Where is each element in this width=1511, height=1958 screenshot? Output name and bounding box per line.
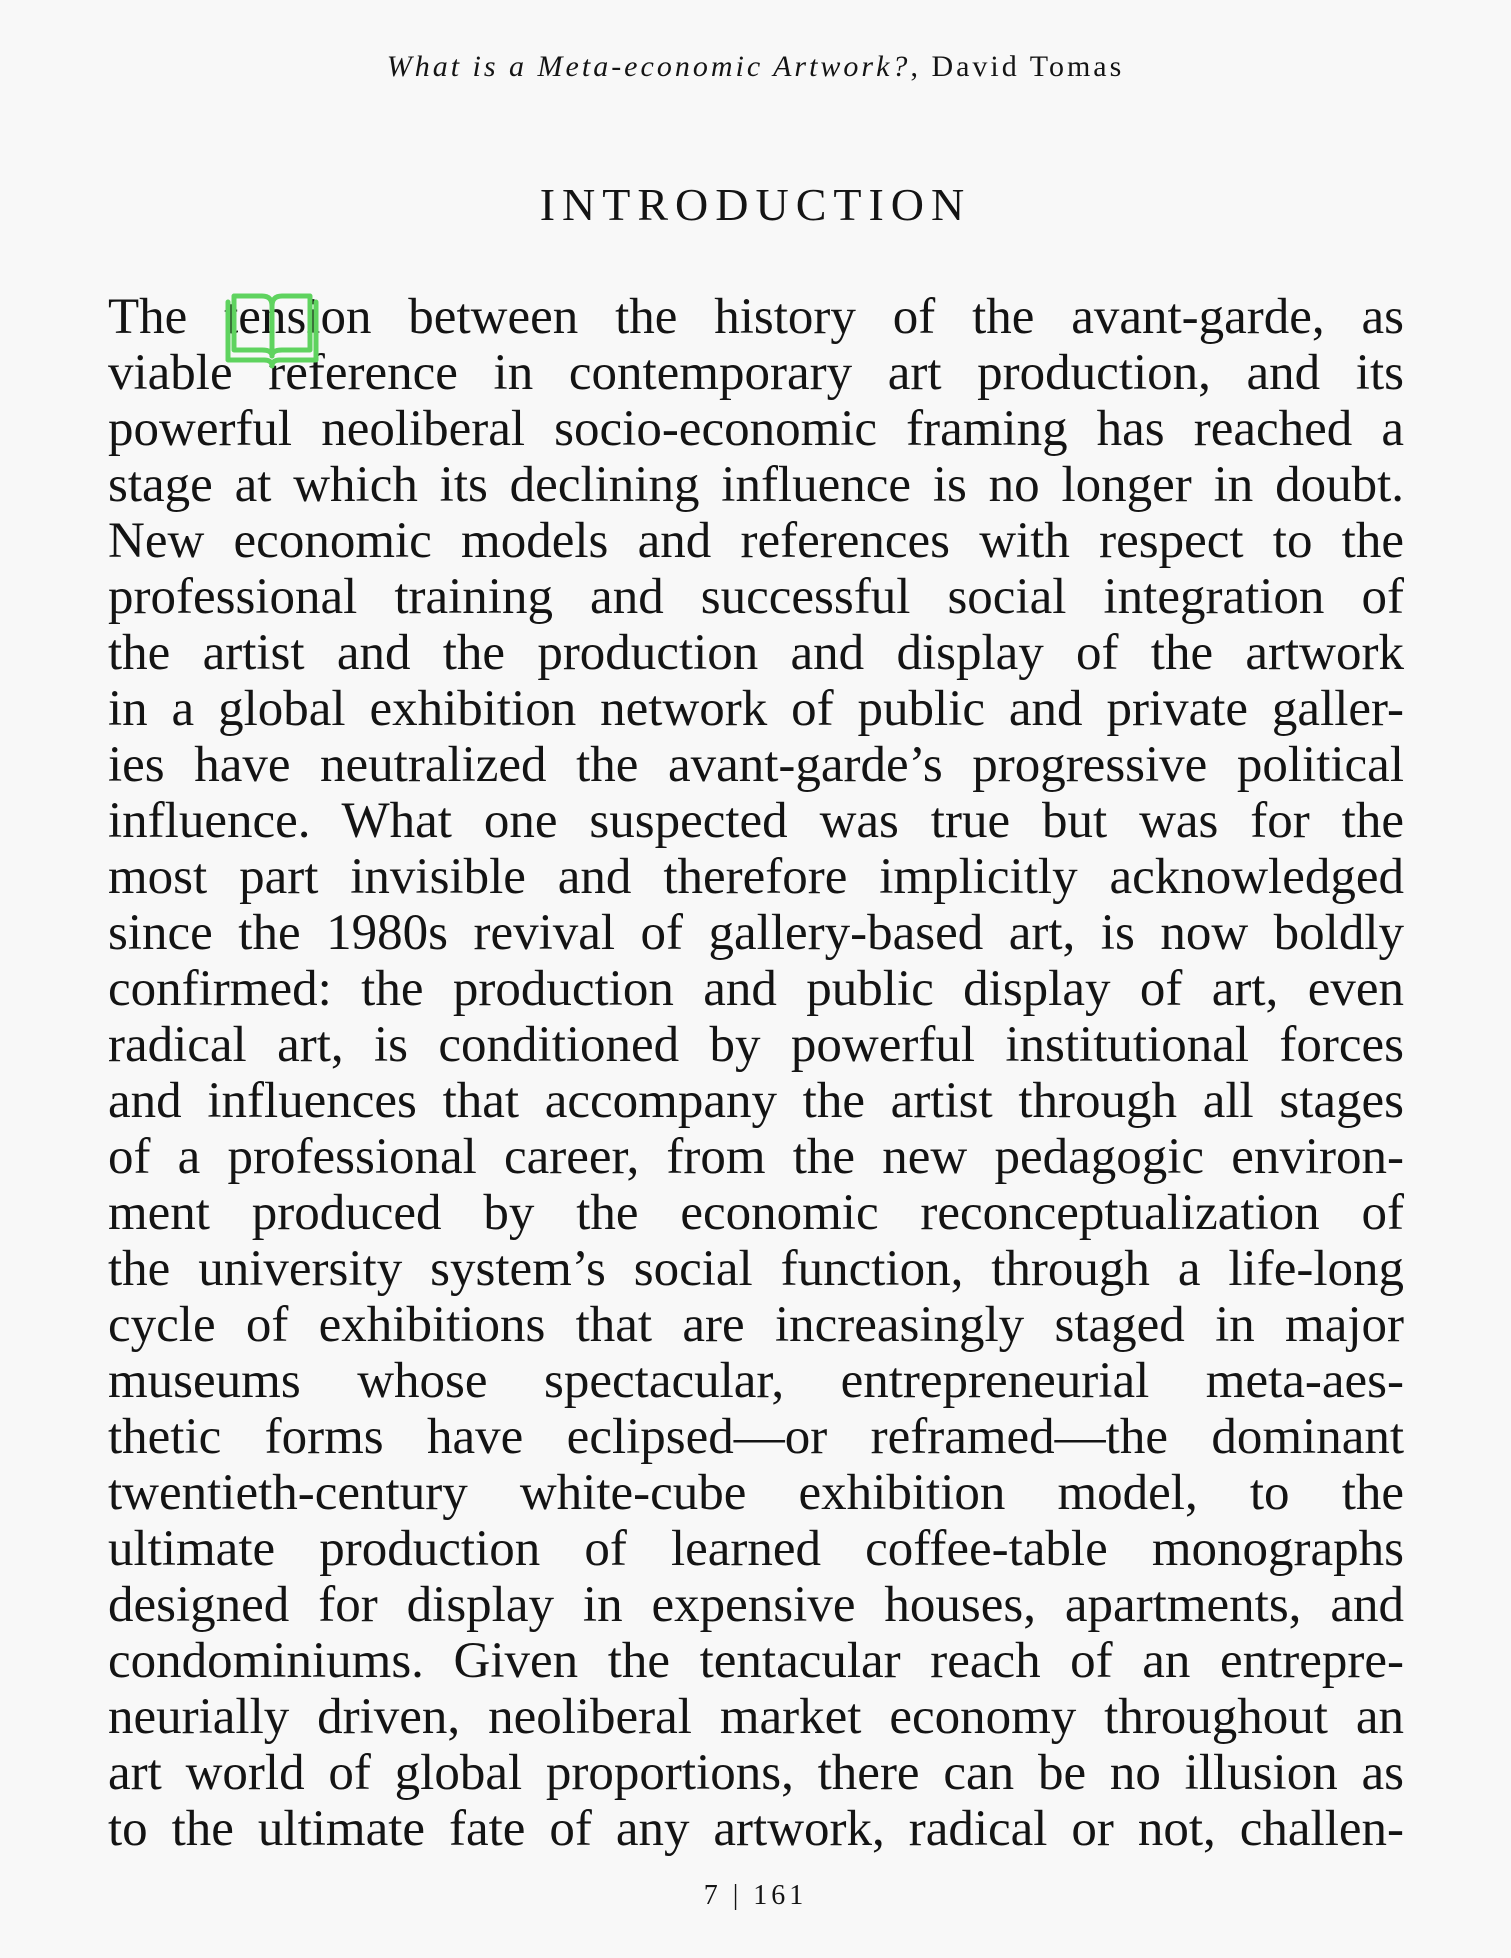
body-paragraph (108, 289, 1404, 1857)
text-line: the artist and the production and display of the artwork (108, 625, 1404, 681)
text-line: most part invisible and therefore implicitly acknowledged (108, 849, 1404, 905)
text-line: radical art, is conditioned by powerful institutional forces (108, 1017, 1404, 1073)
text-line: ultimate production of learned coffee-table monographs (108, 1521, 1404, 1577)
header-separator: , (910, 50, 932, 83)
text-line: confirmed: the production and public display of art, even (108, 961, 1404, 1017)
text-line: New economic models and references with respect to the (108, 513, 1404, 569)
text-line: The tension between the history of the avant-garde, as (108, 289, 1404, 345)
text-line: ies have neutralized the avant-garde’s progressive political (108, 737, 1404, 793)
text-line: neurially driven, neoliberal market economy throughout an (108, 1689, 1404, 1745)
text-line: and influences that accompany the artist through all stages (108, 1073, 1404, 1129)
text-line: in a global exhibition network of public and private galler- (108, 681, 1404, 737)
text-line: condominiums. Given the tentacular reach of an entrepre- (108, 1633, 1404, 1689)
text-line: of a professional career, from the new pedagogic environ- (108, 1129, 1404, 1185)
open-book-icon[interactable] (222, 290, 322, 370)
text-line: ment produced by the economic reconceptualization of (108, 1185, 1404, 1241)
chapter-title: INTRODUCTION (539, 179, 972, 230)
text-line: professional training and successful social integration of (108, 569, 1404, 625)
text-line: viable reference in contemporary art production, and its (108, 345, 1404, 401)
book-title: What is a Meta-economic Artwork? (386, 50, 911, 83)
text-line: to the ultimate fate of any artwork, radical or not, challen- (108, 1801, 1404, 1857)
text-line: stage at which its declining influence is no longer in doubt. (108, 457, 1404, 513)
running-header (0, 48, 1511, 86)
text-line: twentieth-century white-cube exhibition model, to the (108, 1465, 1404, 1521)
text-line: thetic forms have eclipsed—or reframed—the dominant (108, 1409, 1404, 1465)
text-line: museums whose spectacular, entrepreneurial meta-aes- (108, 1353, 1404, 1409)
text-line: art world of global proportions, there can be no illusion as (108, 1745, 1404, 1801)
text-line: powerful neoliberal socio-economic framing has reached a (108, 401, 1404, 457)
text-line: since the 1980s revival of gallery-based art, is now boldly (108, 905, 1404, 961)
text-line: cycle of exhibitions that are increasingly staged in major (108, 1297, 1404, 1353)
page-number: 7 | 161 (703, 1880, 808, 1911)
text-line: the university system’s social function, through a life-long (108, 1241, 1404, 1297)
text-line: influence. What one suspected was true but was for the (108, 793, 1404, 849)
author-name: David Tomas (931, 50, 1125, 83)
text-line: designed for display in expensive houses, apartments, and (108, 1577, 1404, 1633)
